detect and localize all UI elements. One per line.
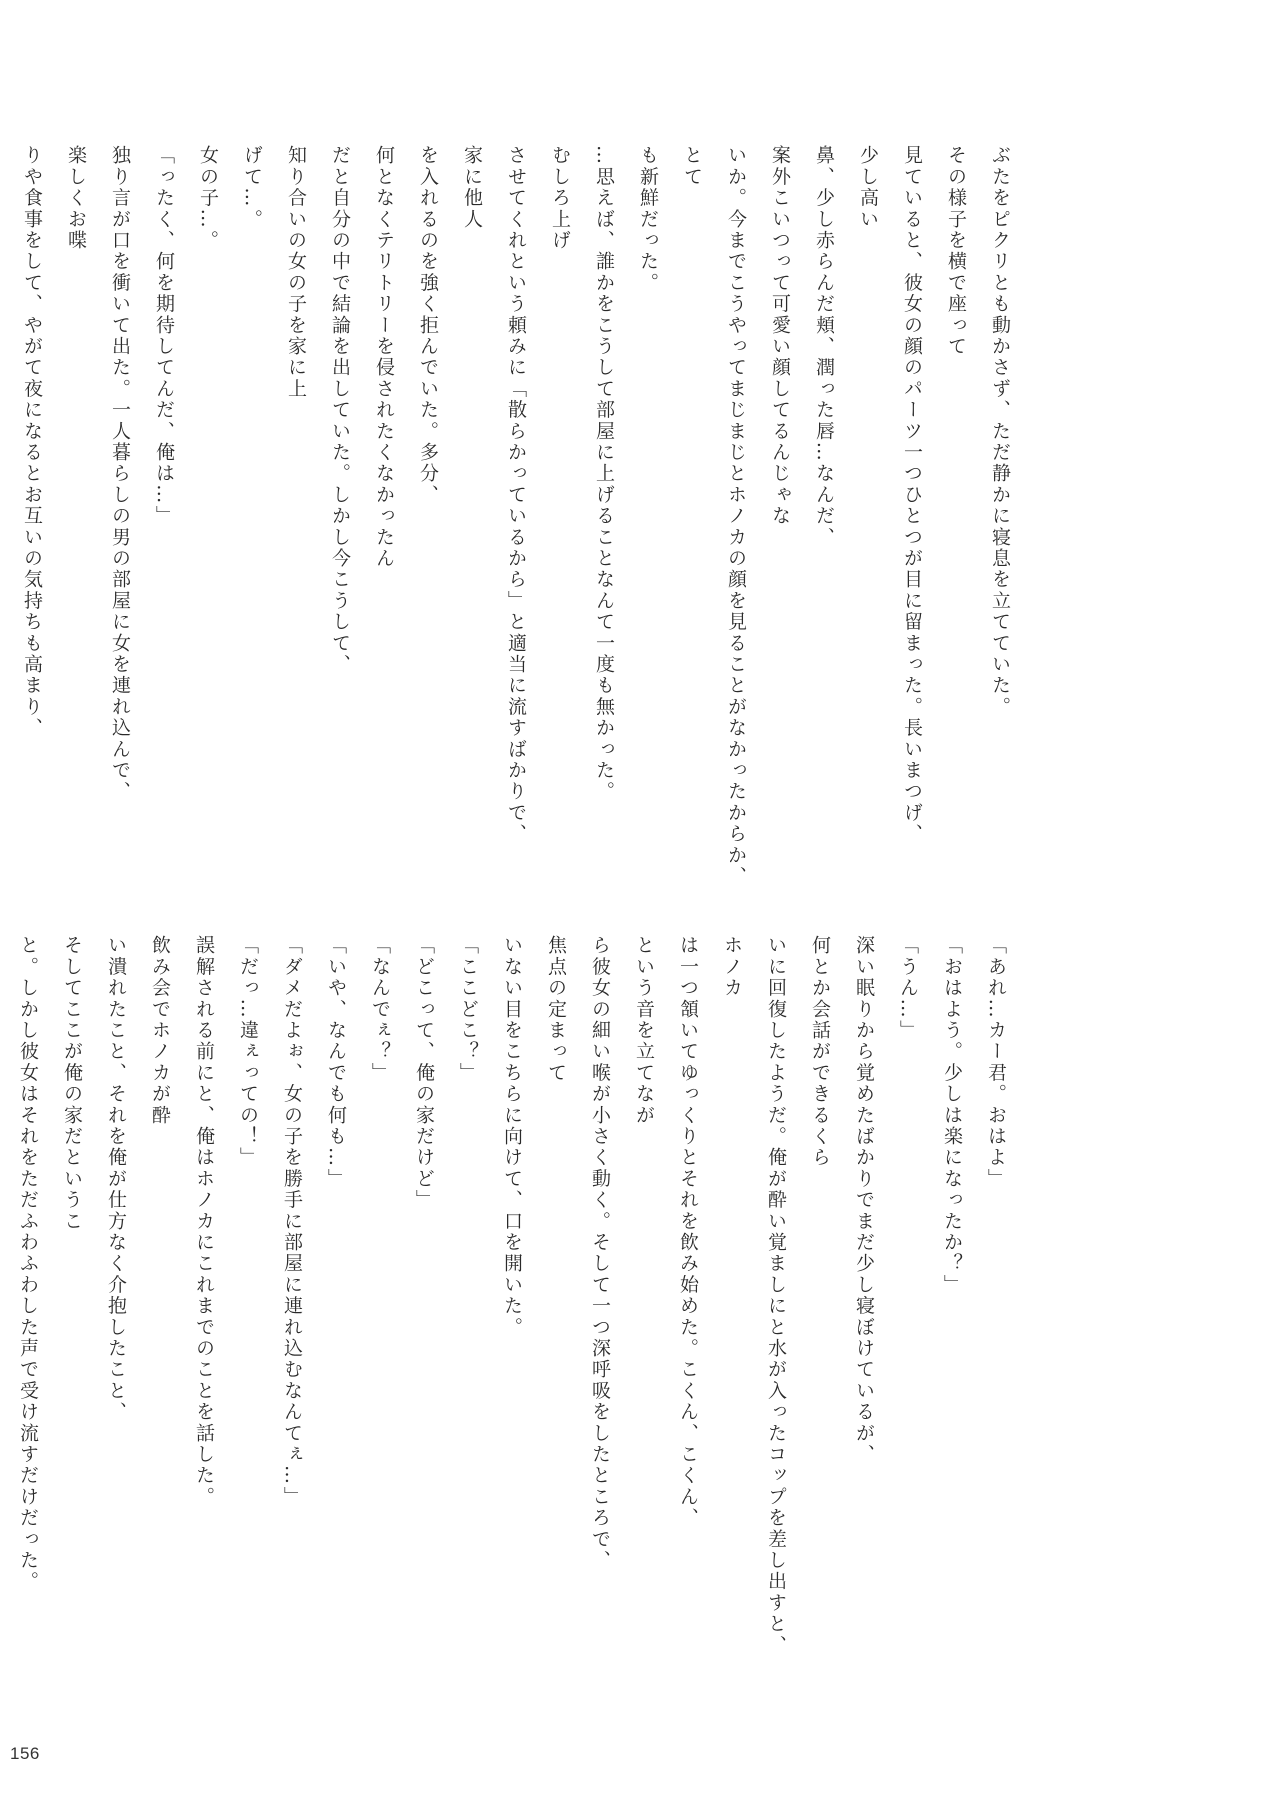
page-number: 156 (10, 1744, 40, 1763)
lower-text-block: 「あれ…カー君。おはよ」 「おはよう。少しは楽になったか？」 「うん…」 深い眠りから覚めたばかりでまだ少し寝ぼけているが、何とか会話ができるくら いに回復したようだ。俺が酔い覚ましにと水が入ったコップを差し出すと、ホノカ は一つ頷いてゆっくりとそれを飲み始めた。こくん、こくん、という音を立てなが ら彼女の細い喉が小さく動く。そして一つ深呼吸をしたところで、焦点の定まって いない目をこちらに向けて、口を開いた。 「ここどこ？」 「どこって、俺の家だけど」 「なんでぇ？」 「いや、なんでも何も…」 「ダメだよぉ、女の子を勝手に部屋に連れ込むなんてぇ…」 「だっ…違ぇっての！」 誤解される前にと、俺はホノカにこれまでのことを話した。飲み会でホノカが酔 い潰れたこと、それを俺が仕方なく介抱したこと、そしてここが俺の家だというこ と。しかし彼女はそれをただふわふわした声で受け流すだけだった。 (17, 935, 1007, 1656)
upper-text-block: ぶたをピクリとも動かさず、ただ静かに寝息を立てていた。その様子を横で座って 見ていると、彼女の顔のパーツ一つひとつが目に留まった。長いまつげ、少し高い 鼻、少し赤らんだ頬、潤った唇…なんだ、案外こいつって可愛い顔してるんじゃな いか。今までこうやってまじまじとホノカの顔を見ることがなかったからか、とて も新鮮だった。 …思えば、誰かをこうして部屋に上げることなんて一度も無かった。むしろ上げ させてくれという頼みに「散らかっているから」と適当に流すばかりで、家に他人 を入れるのを強く拒んでいた。多分、何となくテリトリーを侵されたくなかったん だと自分の中で結論を出していた。しかし今こうして、知り合いの女の子を家に上 げて…。 女の子…。 「ったく、何を期待してんだ、俺は…」 独り言が口を衝いて出た。一人暮らしの男の部屋に女を連れ込んで、楽しくお喋 りや食事をして、やがて夜になるとお互いの気持ちも高まり、 (21, 145, 1011, 887)
